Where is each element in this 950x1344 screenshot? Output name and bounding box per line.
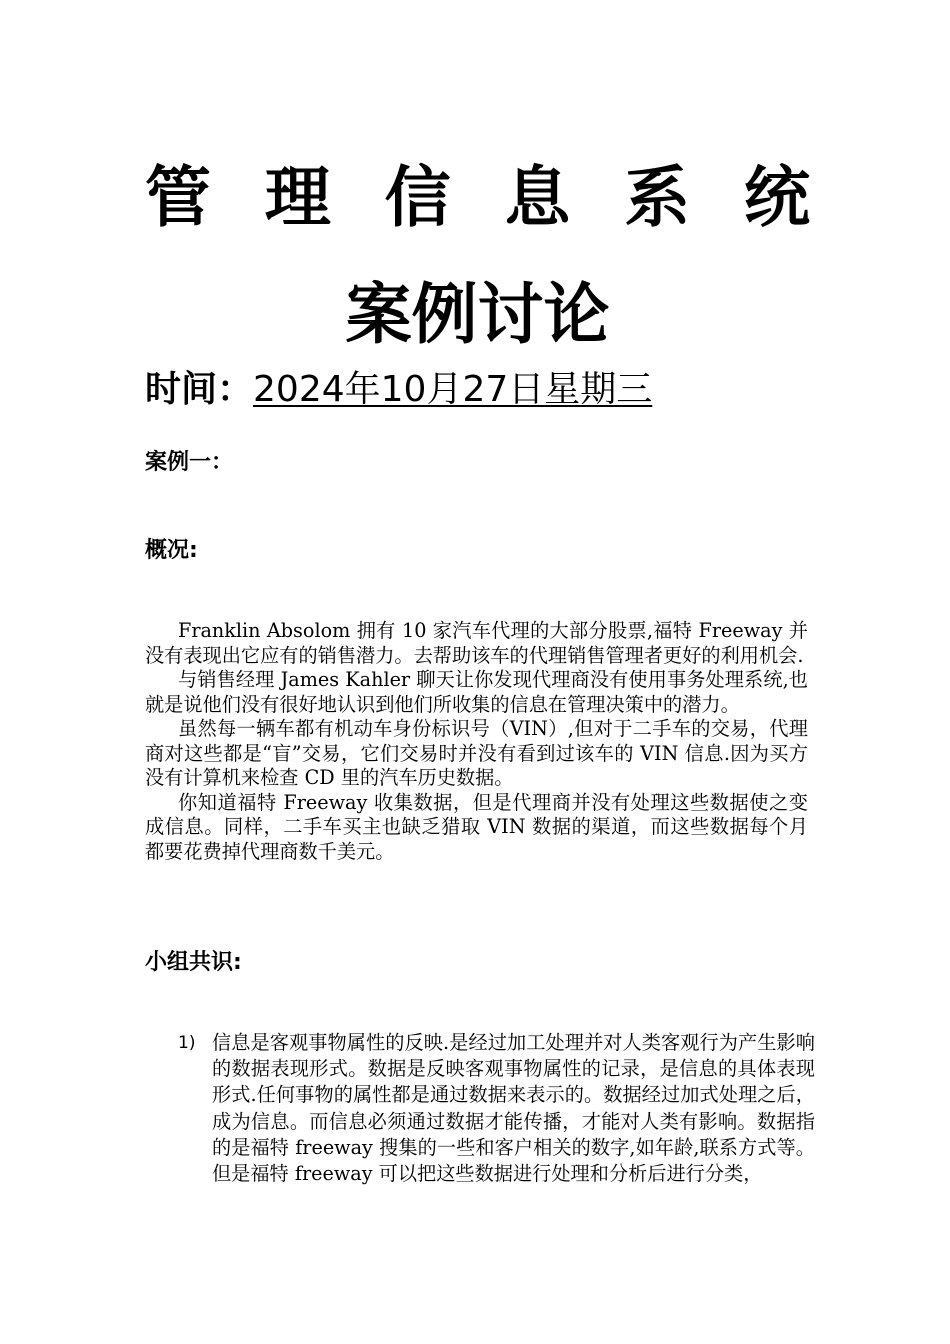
list-item-number: 1) — [178, 1033, 196, 1053]
overview-body — [145, 619, 808, 864]
title-char: 理 — [264, 159, 331, 236]
title-char: 系 — [624, 159, 691, 236]
case-heading: 案例一： — [145, 450, 234, 475]
date-label: 时间： — [145, 369, 254, 410]
document-title-line1 — [145, 158, 810, 238]
title-char: 信 — [384, 159, 451, 236]
title-char: 管 — [145, 159, 211, 236]
overview-paragraph: 你知道福特 Freeway 收集数据，但是代理商并没有处理这些数据使之变成信息。同样，二手车买主也缺乏猎取 VIN 数据的渠道，而这些数据每个月都要花费掉代理商数千美元。 — [145, 790, 808, 863]
list-item-text: 信息是客观事物属性的反映.是经过加工处理并对人类客观行为产生影响的数据表现形式。数据是反映客观事物属性的记录，是信息的具体表现形式.任何事物的属性都是通过数据来表示的。数据经过加式处理之后，成为信息。而信息必须通过数据才能传播，才能对人类有影响。数据指的是福特 freeway 搜集的一些和客户相关的数字,如年龄,联系方式等。但是福特 freeway 可以把这些数据进行处理和分析后进行分类， — [212, 1031, 815, 1186]
consensus-list — [145, 1030, 815, 1187]
document-title-line2: 案例讨论 — [345, 276, 610, 353]
overview-paragraph: 虽然每一辆车都有机动车身份标识号（VIN）,但对于二手车的交易，代理商对这些都是“盲”交易，它们交易时并没有看到过该车的 VIN 信息.因为买方没有计算机来检查 CD 里的汽车历史数据。 — [145, 717, 808, 789]
overview-heading: 概况: — [145, 538, 198, 563]
overview-paragraph: Franklin Absolom 拥有 10 家汽车代理的大部分股票,福特 Freeway 并没有表现出它应有的销售潜力。去帮助该车的代理销售管理者更好的利用机会. — [145, 619, 808, 667]
title-char: 息 — [504, 159, 571, 236]
date-line — [145, 364, 845, 416]
list-item — [145, 1030, 815, 1187]
title-char: 统 — [743, 159, 810, 236]
overview-paragraph: 与销售经理 James Kahler 聊天让你发现代理商没有使用事务处理系统,也就是说他们没有很好地认识到他们所收集的信息在管理决策中的潜力。 — [145, 668, 808, 716]
date-value: 2024年10月27日星期三 — [253, 369, 653, 410]
consensus-heading: 小组共识: — [145, 950, 242, 975]
